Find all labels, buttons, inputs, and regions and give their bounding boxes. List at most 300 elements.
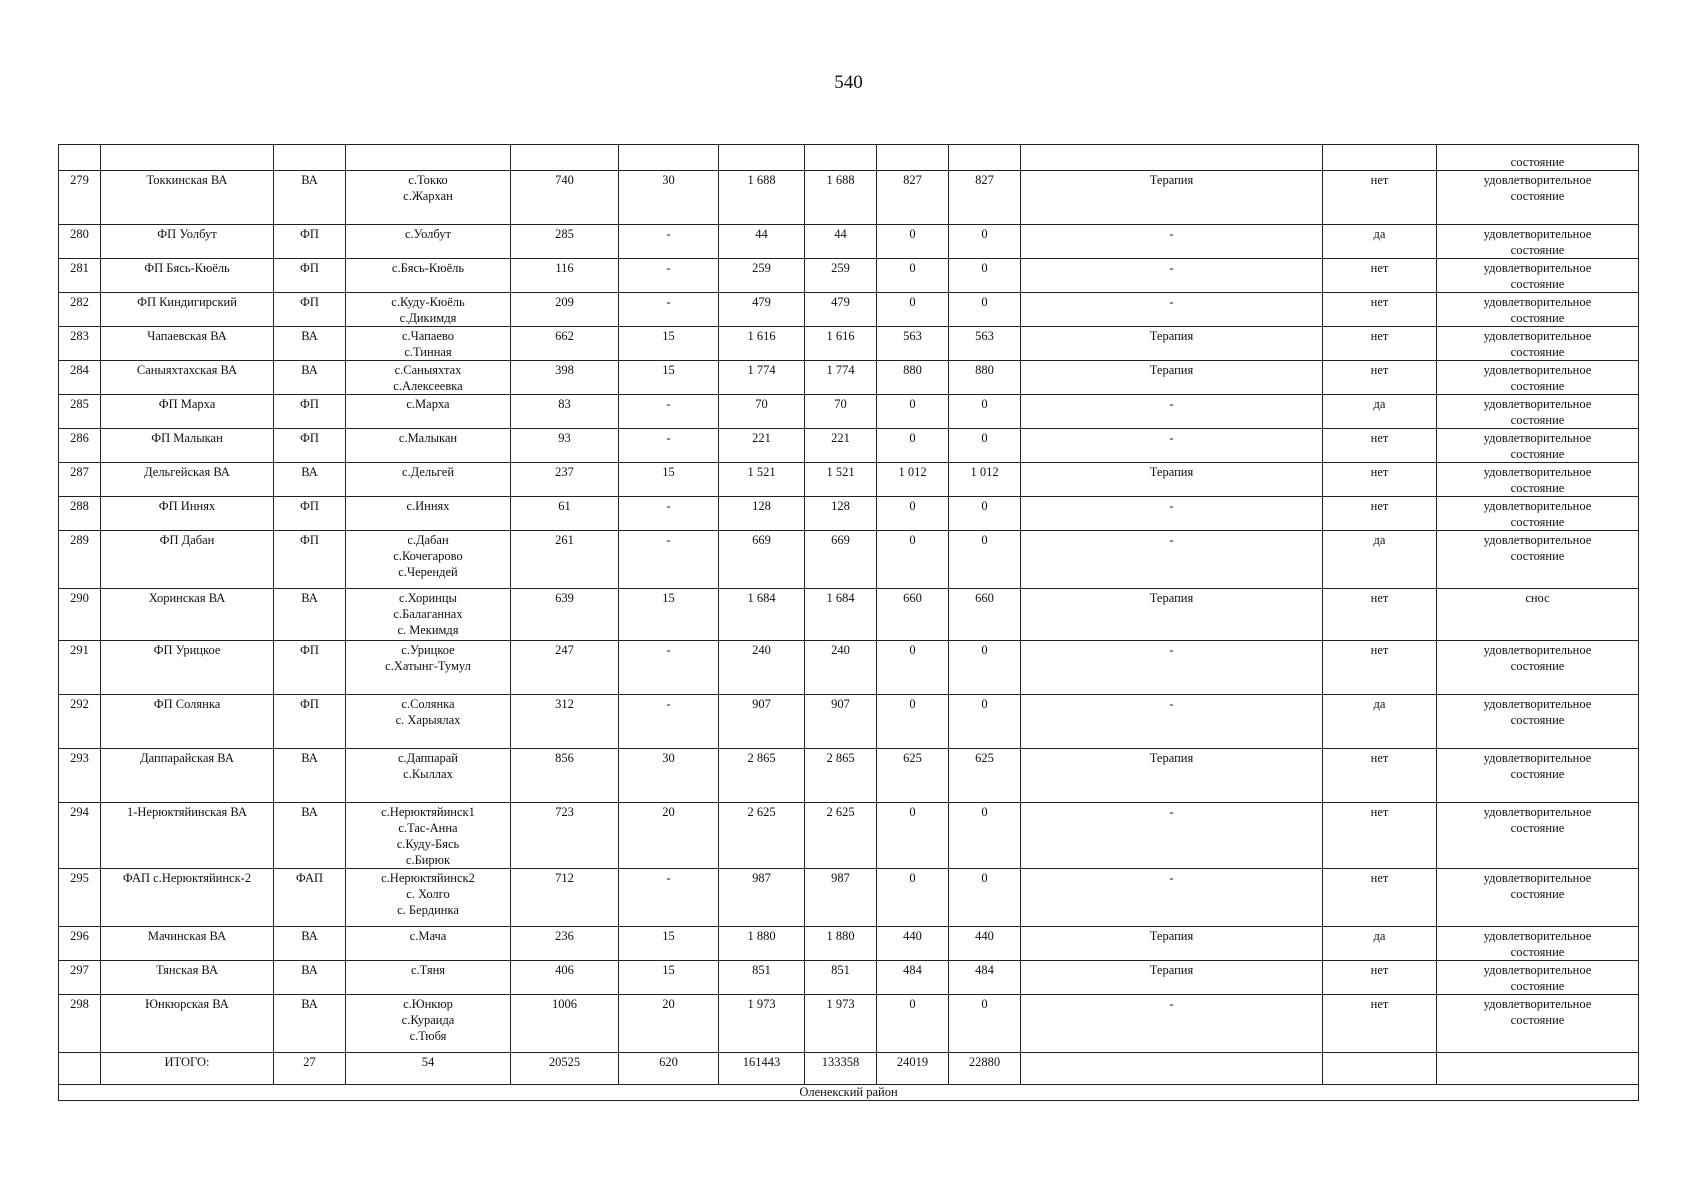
villages-line: с.Хоринцы	[399, 591, 457, 605]
villages-line: с.Тинная	[404, 345, 452, 359]
area-4-cell: 440	[949, 927, 1021, 961]
villages-cell	[346, 293, 511, 327]
condition-line: состояние	[1510, 447, 1565, 461]
area-total-cell: 1 688	[719, 171, 805, 225]
villages-line: с.Мача	[409, 929, 447, 943]
villages-cell	[346, 589, 511, 641]
beds-cell: 20	[619, 803, 719, 869]
villages-line: с.Саныяхтах	[394, 363, 462, 377]
row-number-cell: 286	[59, 429, 101, 463]
area-3-cell: 0	[877, 531, 949, 589]
facility-type-cell: ВА	[274, 803, 346, 869]
villages-line: с.Куду-Бясь	[396, 837, 460, 851]
profile-cell: -	[1021, 995, 1323, 1053]
area-total-cell: 221	[719, 429, 805, 463]
villages-cell	[346, 225, 511, 259]
table-row	[59, 995, 1639, 1053]
villages-line: с.Кочегарово	[393, 549, 463, 563]
row-number-cell: 297	[59, 961, 101, 995]
villages-cell	[346, 961, 511, 995]
beds-cell: -	[619, 695, 719, 749]
area-used-cell: 1 973	[805, 995, 877, 1053]
condition-line: удовлетворительное	[1483, 929, 1592, 943]
continuation-row	[59, 145, 1639, 171]
villages-line: с.Марха	[406, 397, 450, 411]
area-used-cell: 1 774	[805, 361, 877, 395]
facility-type-cell: ФП	[274, 497, 346, 531]
facility-type-cell: ВА	[274, 995, 346, 1053]
area-3-cell: 0	[877, 259, 949, 293]
villages-cell	[346, 695, 511, 749]
condition-cell	[1437, 589, 1639, 641]
row-number-cell: 298	[59, 995, 101, 1053]
population-cell: 261	[511, 531, 619, 589]
need-cell: да	[1323, 395, 1437, 429]
villages-line: с.Тюбя	[409, 1029, 447, 1043]
condition-line: состояние	[1510, 979, 1565, 993]
total-type-cell: 27	[274, 1053, 346, 1085]
condition-line: удовлетворительное	[1483, 697, 1592, 711]
area-4-cell: 0	[949, 293, 1021, 327]
facility-name-cell: ФП Бясь-Кюёль	[101, 259, 274, 293]
villages-cell	[346, 803, 511, 869]
condition-line: снос	[1525, 591, 1550, 605]
profile-cell: -	[1021, 641, 1323, 695]
row-number-cell: 285	[59, 395, 101, 429]
total-empty-cell	[1437, 1053, 1639, 1085]
facility-type-cell: ФП	[274, 293, 346, 327]
condition-line: удовлетворительное	[1483, 499, 1592, 513]
area-used-cell: 221	[805, 429, 877, 463]
beds-cell: -	[619, 641, 719, 695]
area-total-cell: 669	[719, 531, 805, 589]
table-row	[59, 749, 1639, 803]
villages-cell	[346, 869, 511, 927]
facility-name-cell: Мачинская ВА	[101, 927, 274, 961]
profile-cell: Терапия	[1021, 589, 1323, 641]
profile-cell: Терапия	[1021, 171, 1323, 225]
area-3-cell: 0	[877, 803, 949, 869]
population-cell: 856	[511, 749, 619, 803]
area-3-cell: 440	[877, 927, 949, 961]
facility-name-cell: ФП Уолбут	[101, 225, 274, 259]
total-empty-cell	[59, 1053, 101, 1085]
condition-cell	[1437, 171, 1639, 225]
need-cell: нет	[1323, 497, 1437, 531]
need-cell: да	[1323, 927, 1437, 961]
row-number-cell: 279	[59, 171, 101, 225]
area-used-cell: 2 865	[805, 749, 877, 803]
area-3-cell: 0	[877, 995, 949, 1053]
row-number-cell: 282	[59, 293, 101, 327]
population-cell: 285	[511, 225, 619, 259]
row-number-cell: 292	[59, 695, 101, 749]
condition-cell	[1437, 531, 1639, 589]
row-number-cell: 287	[59, 463, 101, 497]
need-cell: нет	[1323, 327, 1437, 361]
area-4-cell: 0	[949, 641, 1021, 695]
area-total-cell: 1 521	[719, 463, 805, 497]
villages-line: с.Уолбут	[404, 227, 452, 241]
villages-cell	[346, 395, 511, 429]
condition-cell	[1437, 225, 1639, 259]
profile-cell: Терапия	[1021, 327, 1323, 361]
beds-cell: 15	[619, 589, 719, 641]
facility-name-cell: ФП Киндигирский	[101, 293, 274, 327]
area-used-cell: 128	[805, 497, 877, 531]
population-cell: 406	[511, 961, 619, 995]
beds-cell: 15	[619, 327, 719, 361]
facility-name-cell: ФП Малыкан	[101, 429, 274, 463]
villages-line: с. Мекимдя	[397, 623, 459, 637]
villages-line: с.Дельгей	[401, 465, 455, 479]
villages-line: с.Хатынг-Тумул	[385, 659, 471, 673]
facility-name-cell: ФП Урицкое	[101, 641, 274, 695]
area-total-cell: 1 880	[719, 927, 805, 961]
profile-cell: -	[1021, 803, 1323, 869]
area-4-cell: 0	[949, 869, 1021, 927]
area-used-cell: 987	[805, 869, 877, 927]
area-total-cell: 70	[719, 395, 805, 429]
facility-name-cell: Хоринская ВА	[101, 589, 274, 641]
area-total-cell: 128	[719, 497, 805, 531]
condition-line: состояние	[1510, 659, 1565, 673]
beds-cell: 30	[619, 171, 719, 225]
facility-name-cell: ФП Иннях	[101, 497, 274, 531]
area-used-cell: 1 616	[805, 327, 877, 361]
facility-type-cell: ВА	[274, 749, 346, 803]
population-cell: 312	[511, 695, 619, 749]
population-cell: 247	[511, 641, 619, 695]
condition-cell: состояние	[1437, 145, 1639, 171]
condition-line: состояние	[1510, 481, 1565, 495]
population-cell: 712	[511, 869, 619, 927]
table-row	[59, 463, 1639, 497]
total-empty-cell	[1323, 1053, 1437, 1085]
need-cell: нет	[1323, 961, 1437, 995]
facility-type-cell: ФП	[274, 395, 346, 429]
condition-line: удовлетворительное	[1483, 533, 1592, 547]
condition-cell	[1437, 695, 1639, 749]
condition-line: удовлетворительное	[1483, 227, 1592, 241]
villages-line: с.Юнкюр	[403, 997, 453, 1011]
population-cell: 116	[511, 259, 619, 293]
villages-line: с.Малыкан	[398, 431, 458, 445]
condition-cell	[1437, 641, 1639, 695]
condition-cell	[1437, 497, 1639, 531]
condition-line: удовлетворительное	[1483, 363, 1592, 377]
villages-cell	[346, 463, 511, 497]
need-cell: нет	[1323, 641, 1437, 695]
area-4-cell: 0	[949, 225, 1021, 259]
facility-type-cell: ВА	[274, 961, 346, 995]
total-population-cell: 20525	[511, 1053, 619, 1085]
villages-cell	[346, 259, 511, 293]
condition-cell	[1437, 293, 1639, 327]
condition-cell	[1437, 429, 1639, 463]
area-total-cell: 2 865	[719, 749, 805, 803]
villages-cell	[346, 327, 511, 361]
profile-cell: -	[1021, 531, 1323, 589]
total-area4-cell: 22880	[949, 1053, 1021, 1085]
region-heading: Оленекский район	[59, 1085, 1639, 1101]
beds-cell: 15	[619, 361, 719, 395]
profile-cell: -	[1021, 695, 1323, 749]
row-number-cell: 283	[59, 327, 101, 361]
condition-line: состояние	[1510, 413, 1565, 427]
villages-line: с.Тяня	[410, 963, 446, 977]
facility-name-cell: Юнкюрская ВА	[101, 995, 274, 1053]
facility-name-cell: ФП Дабан	[101, 531, 274, 589]
area-3-cell: 827	[877, 171, 949, 225]
condition-line: состояние	[1510, 515, 1565, 529]
table-row	[59, 225, 1639, 259]
need-cell: нет	[1323, 869, 1437, 927]
villages-line: с.Иннях	[406, 499, 450, 513]
population-cell: 83	[511, 395, 619, 429]
beds-cell: 20	[619, 995, 719, 1053]
area-total-cell: 1 774	[719, 361, 805, 395]
area-3-cell: 0	[877, 293, 949, 327]
facility-type-cell: ВА	[274, 361, 346, 395]
row-number-cell: 281	[59, 259, 101, 293]
area-used-cell: 907	[805, 695, 877, 749]
area-used-cell: 669	[805, 531, 877, 589]
villages-line: с. Бердинка	[397, 903, 459, 917]
area-3-cell: 0	[877, 869, 949, 927]
facility-name-cell: Даппарайская ВА	[101, 749, 274, 803]
area-used-cell: 44	[805, 225, 877, 259]
area-used-cell: 70	[805, 395, 877, 429]
need-cell: нет	[1323, 749, 1437, 803]
facility-type-cell: ФП	[274, 641, 346, 695]
facilities-table	[58, 144, 1639, 1101]
area-total-cell: 44	[719, 225, 805, 259]
condition-line: удовлетворительное	[1483, 465, 1592, 479]
facility-name-cell: Тянская ВА	[101, 961, 274, 995]
villages-line: с.Даппарай	[398, 751, 458, 765]
beds-cell: -	[619, 531, 719, 589]
area-3-cell: 0	[877, 641, 949, 695]
population-cell: 1006	[511, 995, 619, 1053]
area-3-cell: 0	[877, 395, 949, 429]
total-row	[59, 1053, 1639, 1085]
facility-type-cell: ФП	[274, 225, 346, 259]
condition-line: удовлетворительное	[1483, 963, 1592, 977]
population-cell: 639	[511, 589, 619, 641]
villages-line: с.Черендей	[398, 565, 458, 579]
facility-name-cell: Токкинская ВА	[101, 171, 274, 225]
area-total-cell: 259	[719, 259, 805, 293]
population-cell: 723	[511, 803, 619, 869]
area-3-cell: 0	[877, 695, 949, 749]
need-cell: нет	[1323, 463, 1437, 497]
villages-line: с.Токко	[408, 173, 448, 187]
beds-cell: -	[619, 395, 719, 429]
beds-cell: -	[619, 259, 719, 293]
condition-line: удовлетворительное	[1483, 997, 1592, 1011]
facility-name-cell: Дельгейская ВА	[101, 463, 274, 497]
beds-cell: -	[619, 429, 719, 463]
condition-line: состояние	[1510, 713, 1565, 727]
area-3-cell: 625	[877, 749, 949, 803]
total-empty-cell	[1021, 1053, 1323, 1085]
beds-cell: -	[619, 293, 719, 327]
condition-line: удовлетворительное	[1483, 871, 1592, 885]
page-number: 540	[834, 72, 863, 93]
total-villages-cell: 54	[346, 1053, 511, 1085]
profile-cell: Терапия	[1021, 749, 1323, 803]
need-cell: нет	[1323, 429, 1437, 463]
condition-cell	[1437, 463, 1639, 497]
condition-cell	[1437, 361, 1639, 395]
condition-cell	[1437, 803, 1639, 869]
villages-cell	[346, 641, 511, 695]
villages-line: с. Холго	[406, 887, 450, 901]
villages-cell	[346, 361, 511, 395]
total-area1-cell: 161443	[719, 1053, 805, 1085]
area-4-cell: 0	[949, 995, 1021, 1053]
villages-line: с.Жархан	[403, 189, 453, 203]
condition-cell	[1437, 259, 1639, 293]
table-row	[59, 327, 1639, 361]
beds-cell: -	[619, 225, 719, 259]
facility-type-cell: ВА	[274, 171, 346, 225]
villages-line: с.Нерюктяйинск1	[381, 805, 475, 819]
facility-type-cell: ВА	[274, 327, 346, 361]
area-4-cell: 0	[949, 803, 1021, 869]
area-3-cell: 0	[877, 429, 949, 463]
condition-line: состояние	[1510, 379, 1565, 393]
area-used-cell: 479	[805, 293, 877, 327]
profile-cell: Терапия	[1021, 463, 1323, 497]
facility-name-cell: ФАП с.Нерюктяйинск-2	[101, 869, 274, 927]
area-used-cell: 1 880	[805, 927, 877, 961]
table-row	[59, 497, 1639, 531]
area-total-cell: 851	[719, 961, 805, 995]
total-area3-cell: 24019	[877, 1053, 949, 1085]
area-4-cell: 625	[949, 749, 1021, 803]
need-cell: да	[1323, 225, 1437, 259]
area-used-cell: 851	[805, 961, 877, 995]
condition-cell	[1437, 327, 1639, 361]
facility-name-cell: Чапаевская ВА	[101, 327, 274, 361]
villages-line: с.Кураида	[401, 1013, 455, 1027]
row-number-cell: 294	[59, 803, 101, 869]
villages-line: с.Куду-Кюёль	[391, 295, 465, 309]
condition-line: удовлетворительное	[1483, 261, 1592, 275]
profile-cell: -	[1021, 869, 1323, 927]
beds-cell: -	[619, 869, 719, 927]
area-4-cell: 0	[949, 429, 1021, 463]
facility-type-cell: ВА	[274, 589, 346, 641]
row-number-cell: 284	[59, 361, 101, 395]
profile-cell: -	[1021, 293, 1323, 327]
villages-line: с.Алексеевка	[393, 379, 463, 393]
area-total-cell: 987	[719, 869, 805, 927]
condition-line: удовлетворительное	[1483, 643, 1592, 657]
table-row	[59, 361, 1639, 395]
area-used-cell: 240	[805, 641, 877, 695]
area-used-cell: 1 688	[805, 171, 877, 225]
area-4-cell: 0	[949, 531, 1021, 589]
facility-type-cell: ФП	[274, 259, 346, 293]
table-row	[59, 293, 1639, 327]
profile-cell: Терапия	[1021, 961, 1323, 995]
villages-line: с.Нерюктяйинск2	[381, 871, 475, 885]
condition-line: удовлетворительное	[1483, 329, 1592, 343]
area-total-cell: 479	[719, 293, 805, 327]
beds-cell: 15	[619, 961, 719, 995]
row-number-cell: 288	[59, 497, 101, 531]
facility-name-cell: ФП Марха	[101, 395, 274, 429]
need-cell: нет	[1323, 995, 1437, 1053]
facility-type-cell: ВА	[274, 927, 346, 961]
table-row	[59, 171, 1639, 225]
need-cell: нет	[1323, 589, 1437, 641]
population-cell: 398	[511, 361, 619, 395]
area-total-cell: 1 684	[719, 589, 805, 641]
profile-cell: Терапия	[1021, 361, 1323, 395]
villages-cell	[346, 429, 511, 463]
need-cell: нет	[1323, 293, 1437, 327]
condition-cell	[1437, 961, 1639, 995]
area-3-cell: 880	[877, 361, 949, 395]
area-total-cell: 1 616	[719, 327, 805, 361]
condition-line: состояние	[1510, 821, 1565, 835]
table-row	[59, 803, 1639, 869]
total-area2-cell: 133358	[805, 1053, 877, 1085]
condition-cell	[1437, 995, 1639, 1053]
row-number-cell: 291	[59, 641, 101, 695]
villages-line: с.Урицкое	[401, 643, 455, 657]
area-used-cell: 1 521	[805, 463, 877, 497]
total-label-cell: ИТОГО:	[101, 1053, 274, 1085]
condition-line: удовлетворительное	[1483, 751, 1592, 765]
total-beds-cell: 620	[619, 1053, 719, 1085]
villages-line: с.Тас-Анна	[398, 821, 458, 835]
beds-cell: 15	[619, 927, 719, 961]
beds-cell: 30	[619, 749, 719, 803]
area-4-cell: 1 012	[949, 463, 1021, 497]
population-cell: 93	[511, 429, 619, 463]
condition-line: состояние	[1510, 189, 1565, 203]
condition-line: состояние	[1510, 767, 1565, 781]
villages-line: с.Чапаево	[401, 329, 455, 343]
area-4-cell: 484	[949, 961, 1021, 995]
table-row	[59, 961, 1639, 995]
table-row	[59, 695, 1639, 749]
population-cell: 209	[511, 293, 619, 327]
area-total-cell: 907	[719, 695, 805, 749]
area-3-cell: 563	[877, 327, 949, 361]
condition-line: состояние	[1510, 549, 1565, 563]
population-cell: 740	[511, 171, 619, 225]
need-cell: да	[1323, 531, 1437, 589]
region-row	[59, 1085, 1639, 1101]
need-cell: нет	[1323, 361, 1437, 395]
condition-line: удовлетворительное	[1483, 295, 1592, 309]
need-cell: нет	[1323, 171, 1437, 225]
villages-cell	[346, 531, 511, 589]
villages-cell	[346, 497, 511, 531]
facility-type-cell: ФАП	[274, 869, 346, 927]
condition-line: состояние	[1510, 243, 1565, 257]
row-number-cell: 296	[59, 927, 101, 961]
table-row	[59, 395, 1639, 429]
area-4-cell: 563	[949, 327, 1021, 361]
area-total-cell: 1 973	[719, 995, 805, 1053]
